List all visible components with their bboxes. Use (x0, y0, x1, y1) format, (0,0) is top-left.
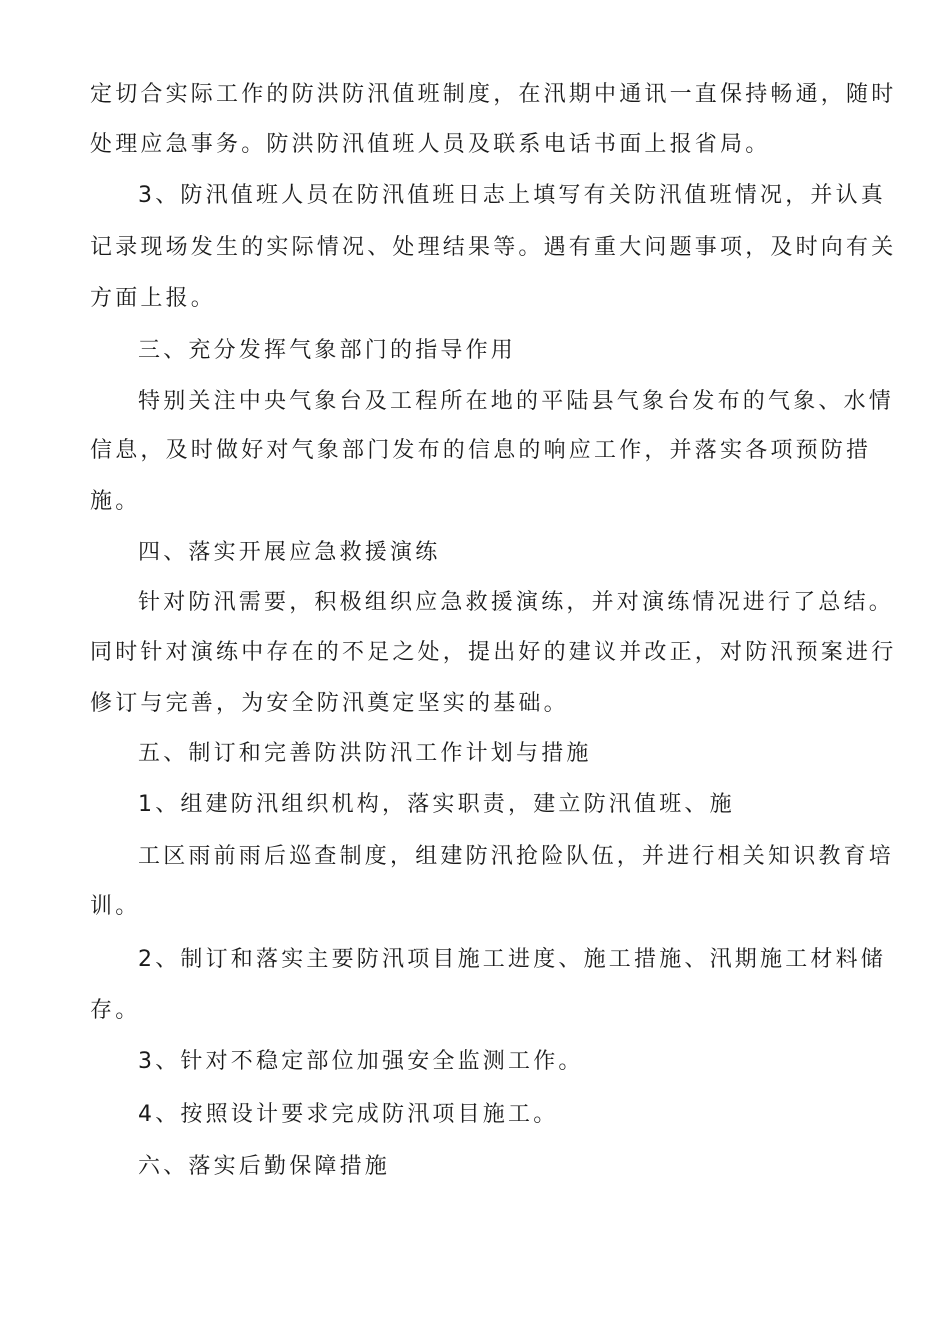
text-line: 存。 (90, 998, 141, 1023)
text-line: 同时针对演练中存在的不足之处，提出好的建议并改正，对防汛预案进行 (90, 640, 897, 665)
section-heading: 六、落实后勤保障措施 (138, 1154, 391, 1179)
text-line: 修订与完善，为安全防汛奠定坚实的基础。 (90, 691, 569, 716)
text-line: 方面上报。 (90, 286, 217, 311)
text-line: 3、针对不稳定部位加强安全监测工作。 (138, 1049, 584, 1074)
text-line: 定切合实际工作的防洪防汛值班制度，在汛期中通讯一直保持畅通，随时 (90, 82, 897, 107)
text-line: 处理应急事务。防洪防汛值班人员及联系电话书面上报省局。 (90, 132, 771, 157)
section-heading: 四、落实开展应急救援演练 (138, 540, 441, 565)
section-heading: 五、制订和完善防洪防汛工作计划与措施 (138, 741, 592, 766)
section-heading: 三、充分发挥气象部门的指导作用 (138, 338, 517, 363)
text-line: 4、按照设计要求完成防汛项目施工。 (138, 1102, 559, 1127)
text-line: 针对防汛需要，积极组织应急救援演练，并对演练情况进行了总结。 (138, 590, 895, 615)
text-line: 训。 (90, 894, 141, 919)
text-line: 施。 (90, 489, 141, 514)
text-line: 信息，及时做好对气象部门发布的信息的响应工作，并落实各项预防措 (90, 438, 872, 463)
text-line: 1、组建防汛组织机构，落实职责，建立防汛值班、施 (138, 792, 735, 817)
text-line: 3、防汛值班人员在防汛值班日志上填写有关防汛值班情况，并认真 (138, 183, 886, 208)
text-line: 2、制订和落实主要防汛项目施工进度、施工措施、汛期施工材料储 (138, 947, 886, 972)
text-line: 特别关注中央气象台及工程所在地的平陆县气象台发布的气象、水情 (138, 389, 895, 414)
text-line: 工区雨前雨后巡查制度，组建防汛抢险队伍，并进行相关知识教育培 (138, 844, 895, 869)
text-line: 记录现场发生的实际情况、处理结果等。遇有重大问题事项，及时向有关 (90, 235, 897, 260)
